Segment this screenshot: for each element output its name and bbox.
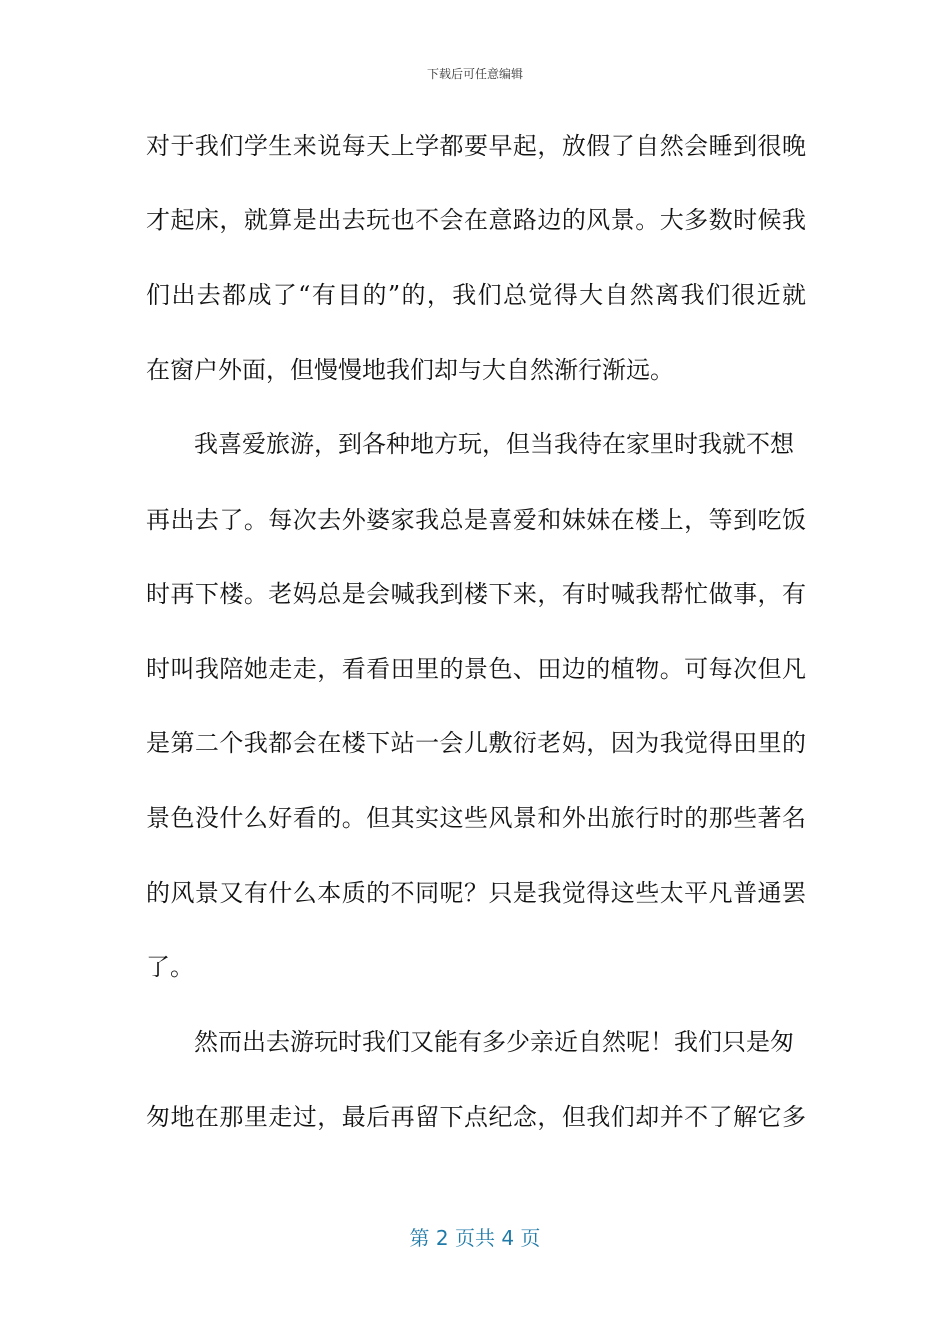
paragraph-1-line-3: 们出去都成了“有目的”的，我们总觉得大自然离我们很近就 — [146, 281, 806, 309]
paragraph-2-line-3: 时再下楼。老妈总是会喊我到楼下来，有时喊我帮忙做事，有 — [146, 580, 806, 608]
paragraph-2-line-6: 景色没什么好看的。但其实这些风景和外出旅行时的那些著名 — [146, 804, 806, 832]
paragraph-2-line-8: 了。 — [146, 953, 194, 981]
paragraph-2-line-4: 时叫我陪她走走，看看田里的景色、田边的植物。可每次但凡 — [146, 655, 806, 683]
paragraph-1-line-4: 在窗户外面，但慢慢地我们却与大自然渐行渐远。 — [146, 356, 674, 384]
paragraph-3-line-2: 匆地在那里走过，最后再留下点纪念，但我们却并不了解它多 — [146, 1103, 806, 1131]
paragraph-2-line-2: 再出去了。每次去外婆家我总是喜爱和妹妹在楼上，等到吃饭 — [146, 506, 806, 534]
paragraph-3-line-1: 然而出去游玩时我们又能有多少亲近自然呢！我们只是匆 — [194, 1028, 794, 1056]
paragraph-2-line-5: 是第二个我都会在楼下站一会儿敷衍老妈，因为我觉得田里的 — [146, 729, 806, 757]
paragraph-1-line-2: 才起床，就算是出去玩也不会在意路边的风景。大多数时候我 — [146, 206, 806, 234]
paragraph-1-line-1: 对于我们学生来说每天上学都要早起，放假了自然会睡到很晚 — [146, 132, 806, 160]
paragraph-2-line-7: 的风景又有什么本质的不同呢？只是我觉得这些太平凡普通罢 — [146, 879, 806, 907]
paragraph-2-line-1: 我喜爱旅游，到各种地方玩，但当我待在家里时我就不想 — [194, 430, 794, 458]
page-header: 下载后可任意编辑 — [426, 67, 523, 81]
page-footer: 第 2 页共 4 页 — [409, 1226, 541, 1250]
